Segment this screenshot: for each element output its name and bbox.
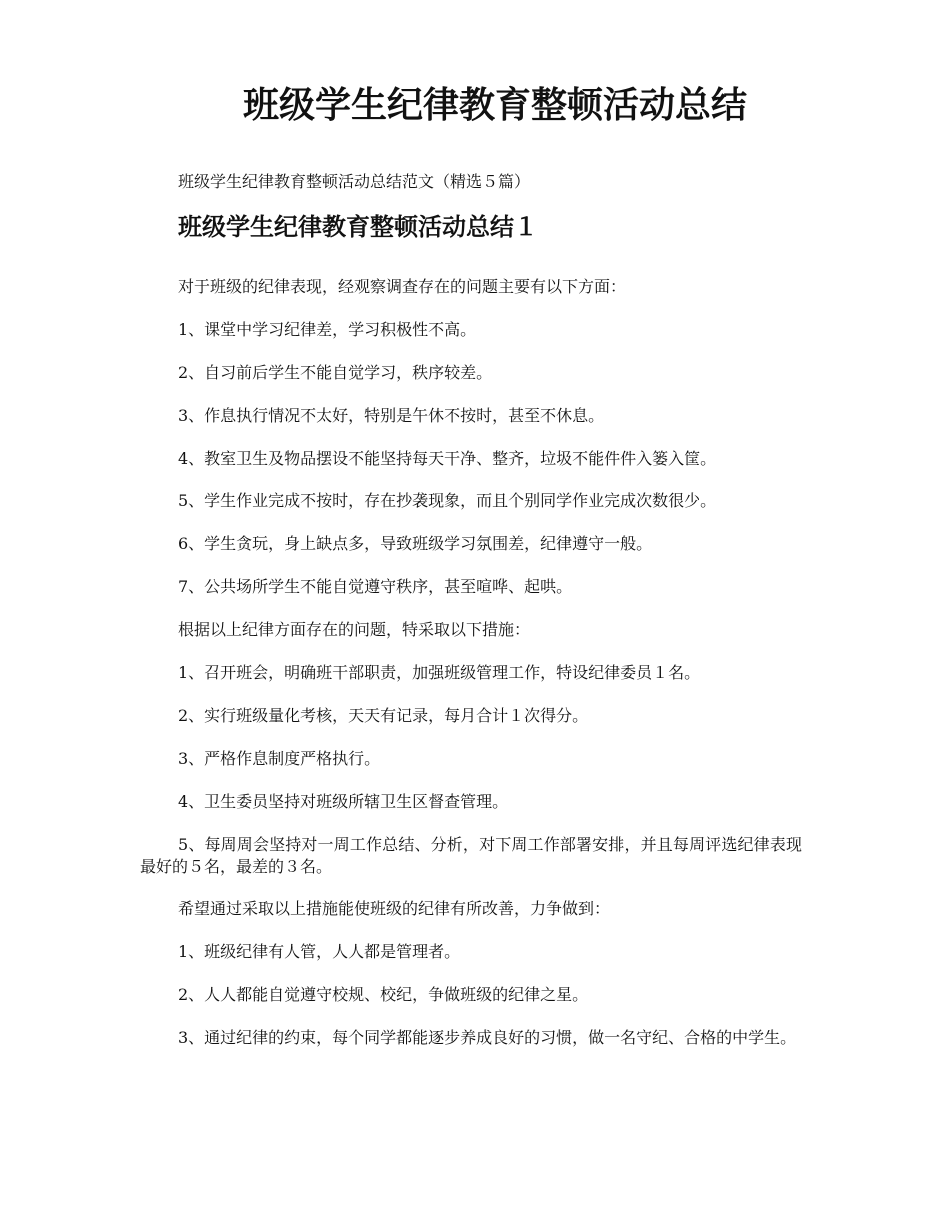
paragraph-problem-2: 2、自习前后学生不能自觉学习，秩序较差。	[178, 362, 493, 382]
paragraph-goal-3: 3、通过纪律的约束，每个同学都能逐步养成良好的习惯，做一名守纪、合格的中学生。	[178, 1028, 797, 1048]
paragraph-problem-5: 5、学生作业完成不按时，存在抄袭现象，而且个别同学作业完成次数很少。	[178, 491, 717, 511]
paragraph-problem-7: 7、公共场所学生不能自觉遵守秩序，甚至喧哗、起哄。	[178, 577, 573, 597]
paragraph-intro-problems: 对于班级的纪律表现，经观察调查存在的问题主要有以下方面：	[178, 277, 627, 296]
paragraph-problem-6: 6、学生贪玩，身上缺点多，导致班级学习氛围差，纪律遵守一般。	[178, 534, 653, 554]
paragraph-goal-1: 1、班级纪律有人管，人人都是管理者。	[178, 942, 461, 962]
paragraph-intro-goals: 希望通过采取以上措施能使班级的纪律有所改善，力争做到：	[178, 899, 611, 919]
paragraph-problem-1: 1、课堂中学习纪律差，学习积极性不高。	[178, 319, 477, 339]
paragraph-intro-measures: 根据以上纪律方面存在的问题，特采取以下措施：	[178, 620, 531, 640]
paragraph-measure-2: 2、实行班级量化考核，天天有记录，每月合计１次得分。	[178, 705, 589, 725]
document-subtitle: 班级学生纪律教育整顿活动总结范文（精选５篇）	[178, 172, 531, 191]
paragraph-measure-3: 3、严格作息制度严格执行。	[178, 748, 381, 768]
document-body	[140, 276, 802, 1070]
section-heading: 班级学生纪律教育整顿活动总结１	[178, 212, 538, 241]
paragraph-measure-4: 4、卫生委员坚持对班级所辖卫生区督查管理。	[178, 791, 509, 811]
paragraph-measure-5: 5、每周周会坚持对一周工作总结、分析，对下周工作部署安排，并且每周评选纪律表现最好的５名，最差的３名。	[140, 834, 802, 876]
paragraph-problem-4: 4、教室卫生及物品摆设不能坚持每天干净、整齐，垃圾不能件件入篓入筐。	[178, 448, 717, 468]
paragraph-goal-2: 2、人人都能自觉遵守校规、校纪，争做班级的纪律之星。	[178, 985, 589, 1005]
paragraph-measure-1: 1、召开班会，明确班干部职责，加强班级管理工作，特设纪律委员１名。	[178, 663, 701, 683]
paragraph-problem-3: 3、作息执行情况不太好，特别是午休不按时，甚至不休息。	[178, 405, 605, 425]
document-title: 班级学生纪律教育整顿活动总结	[242, 84, 747, 126]
